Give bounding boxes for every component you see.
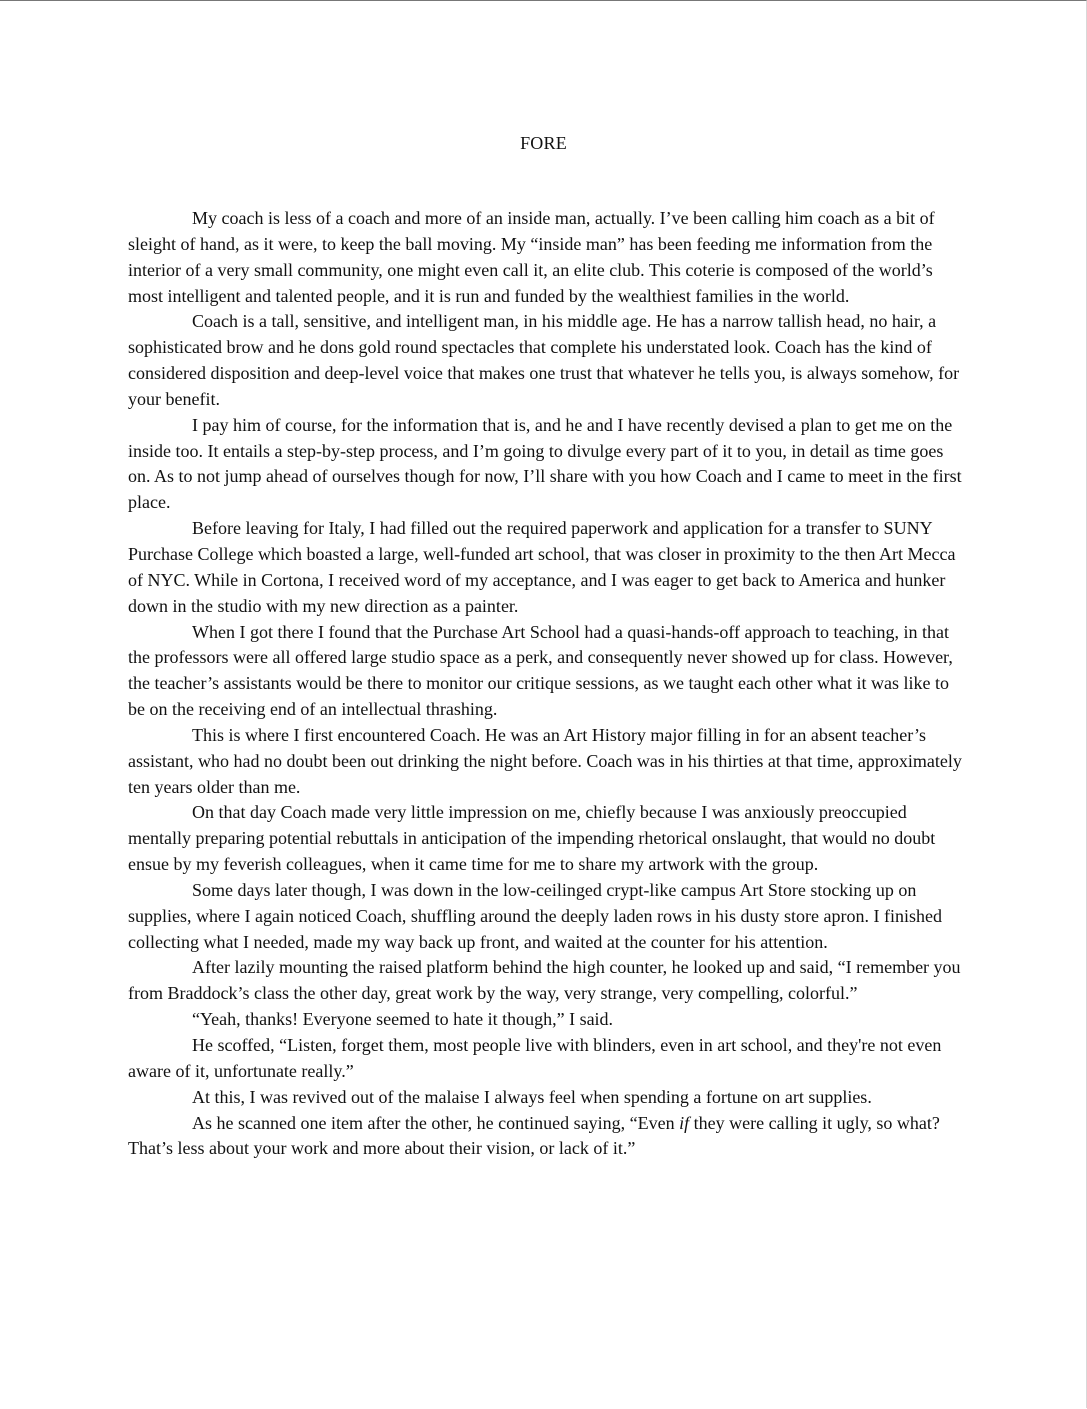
paragraph-12: At this, I was revived out of the malaise I always feel when spending a fortune on art supplies. (192, 1086, 872, 1107)
paragraph-9: After lazily mounting the raised platform behind the high counter, he looked up and said, “I remember you from Braddock’s class the other day, great work by the way, very strange, very compelling, colorful.” (128, 957, 961, 1004)
paragraph-6: This is where I first encountered Coach. He was an Art History major filling in for an absent teacher’s assistant, who had no doubt been out drinking the night before. Coach was in his thirties at that time, approximately ten years older than me. (128, 724, 962, 797)
paragraph-13-before: As he scanned one item after the other, he continued saying, “Even (192, 1112, 680, 1133)
chapter-title: FORE (520, 133, 567, 153)
paragraph-13 (128, 1111, 963, 1163)
paragraph-8: Some days later though, I was down in the low-ceilinged crypt-like campus Art Store stocking up on supplies, where I again noticed Coach, shuffling around the deeply laden rows in his dusty store apron. I finished collecting what I needed, made my way back up front, and waited at the counter for his attention. (128, 879, 942, 952)
paragraph-2: Coach is a tall, sensitive, and intelligent man, in his middle age. He has a narrow tallish head, no hair, a sophisticated brow and he dons gold round spectacles that complete his understated look. Coach has the kind of considered disposition and deep-level voice that makes one trust that whatever he tells you, is always somehow, for your benefit. (128, 311, 960, 409)
paragraph-7: On that day Coach made very little impression on me, chiefly because I was anxiously preoccupied mentally preparing potential rebuttals in anticipation of the impending rhetorical onslaught, that would no doubt ensue by my feverish colleagues, when it came time for me to share my artwork with the group. (128, 802, 936, 875)
paragraph-13-emphasis: if (679, 1112, 690, 1133)
document-page (0, 1, 1087, 1409)
paragraph-4: Before leaving for Italy, I had filled out the required paperwork and application for a transfer to SUNY Purchase College which boasted a large, well-funded art school, that was closer in proximity to the then Art Mecca of NYC. While in Cortona, I received word of my acceptance, and I was eager to get back to America and hunker down in the studio with my new direction as a painter. (128, 518, 956, 616)
paragraph-13-after: they were calling it ugly, so what? That’s less about your work and more about their vision, or lack of it.” (128, 1112, 940, 1159)
paragraph-10: “Yeah, thanks! Everyone seemed to hate it though,” I said. (192, 1009, 614, 1030)
paragraph-5: When I got there I found that the Purchase Art School had a quasi-hands-off approach to teaching, in that the professors were all offered large studio space as a perk, and consequently never showed up for class. However, the teacher’s assistants would be there to monitor our critique sessions, as we taught each other what it was like to be on the receiving end of an intellectual thrashing. (128, 621, 953, 720)
paragraph-3: I pay him of course, for the information that is, and he and I have recently devised a plan to get me on the inside too. It entails a step-by-step process, and I’m going to divulge every part of it to you, in detail as time goes on. As to not jump ahead of ourselves though for now, I’ll share with you how Coach and I came to meet in the first place. (128, 414, 962, 513)
paragraph-11: He scoffed, “Listen, forget them, most people live with blinders, even in art school, and they're not even aware of it, unfortunate really.” (128, 1035, 942, 1081)
chapter-body (128, 206, 963, 1162)
paragraph-1: My coach is less of a coach and more of an inside man, actually. I’ve been calling him coach as a bit of sleight of hand, as it were, to keep the ball moving. My “inside man” has been feeding me information from the interior of a very small community, one might even call it, an elite club. This coterie is composed of the world’s most intelligent and talented people, and it is run and funded by the wealthiest families in the world. (128, 208, 935, 306)
